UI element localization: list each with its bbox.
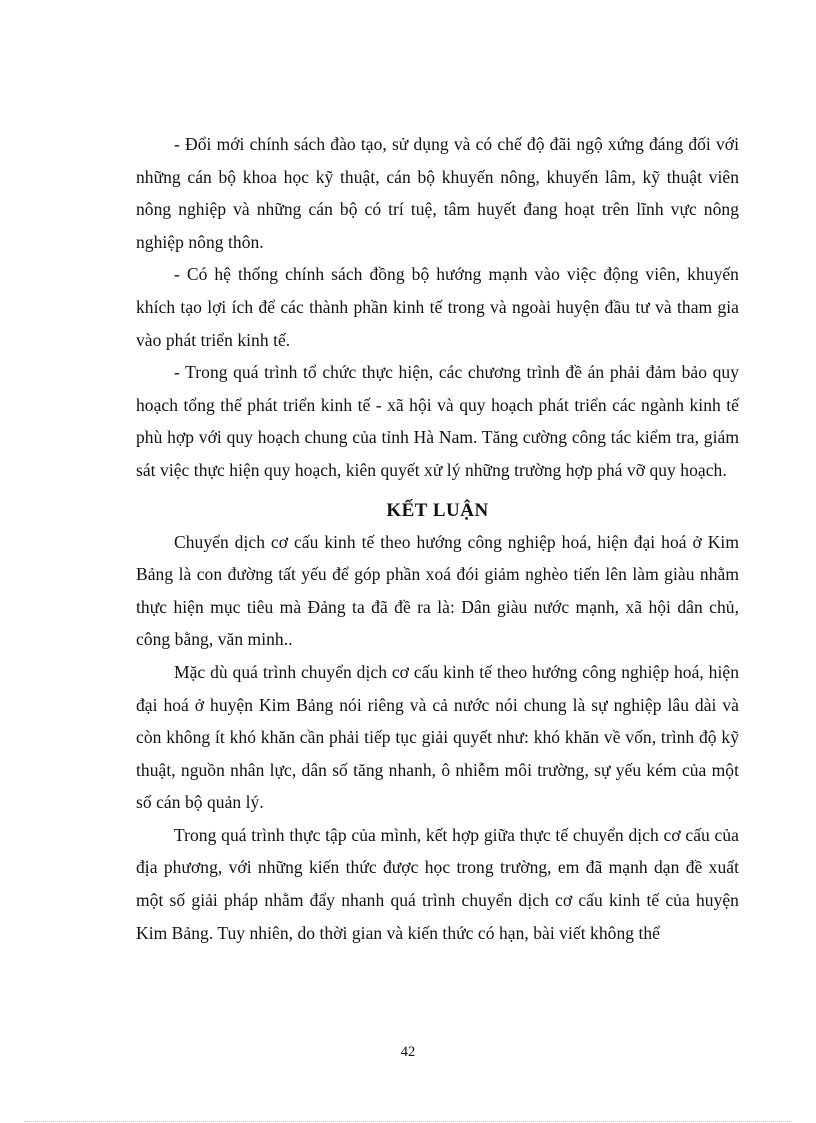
paragraph-incentive-policy: - Có hệ thống chính sách đồng bộ hướng mạnh vào việc động viên, khuyến khích tạo lợi ích để các thành phần kinh tế trong và ngoài huyện đầu tư và tham gia vào phát triển kinh tế. [136,264,739,350]
paragraph-conclusion-2: Mặc dù quá trình chuyển dịch cơ cấu kinh tế theo hướng công nghiệp hoá, hiện đại hoá ở huyện Kim Bảng nói riêng và cả nước nói chung là sự nghiệp lâu dài và còn không ít khó khăn cần phải tiếp tục giải quyết như: khó khăn về vốn, trình độ kỹ thuật, nguồn nhân lực, dân số tăng nhanh, ô nhiễm môi trường, sự yếu kém của một số cán bộ quản lý. [136,661,739,813]
page-number: 42 [400,1044,416,1060]
page-bottom-edge [24,1121,792,1122]
section-heading-conclusion: KẾT LUẬN [386,499,489,521]
paragraph-conclusion-3: Trong quá trình thực tập của mình, kết hợp giữa thực tế chuyển dịch cơ cấu của địa phương, với những kiến thức được học trong trường, em đã mạnh dạn đề xuất một số giải pháp nhằm đẩy nhanh quá trình chuyển dịch cơ cấu kinh tế của huyện Kim Bảng. Tuy nhiên, do thời gian và kiến thức có hạn, bài viết không thể [136,824,739,943]
paragraph-conclusion-1: Chuyển dịch cơ cấu kinh tế theo hướng công nghiệp hoá, hiện đại hoá ở Kim Bảng là con đường tất yếu để góp phần xoá đói giảm nghèo tiến lên làm giàu nhằm thực hiện mục tiêu mà Đảng ta đã đề ra là: Dân giàu nước mạnh, xã hội dân chủ, công bằng, văn minh.. [136,531,739,650]
paragraph-training-policy: - Đổi mới chính sách đào tạo, sử dụng và có chế độ đãi ngộ xứng đáng đối với những cán bộ khoa học kỹ thuật, cán bộ khuyến nông, khuyến lâm, kỹ thuật viên nông nghiệp và những cán bộ có trí tuệ, tâm huyết đang hoạt trên lĩnh vực nông nghiệp nông thôn. [136,134,739,252]
page-body [136,128,739,949]
paragraph-planning-implementation: - Trong quá trình tổ chức thực hiện, các chương trình đề án phải đảm bảo quy hoạch tổng thể phát triển kinh tế - xã hội và quy hoạch phát triển các ngành kinh tế phù hợp với quy hoạch chung của tỉnh Hà Nam. Tăng cường công tác kiểm tra, giám sát việc thực hiện quy hoạch, kiên quyết xử lý những trường hợp phá vỡ quy hoạch. [136,362,739,480]
